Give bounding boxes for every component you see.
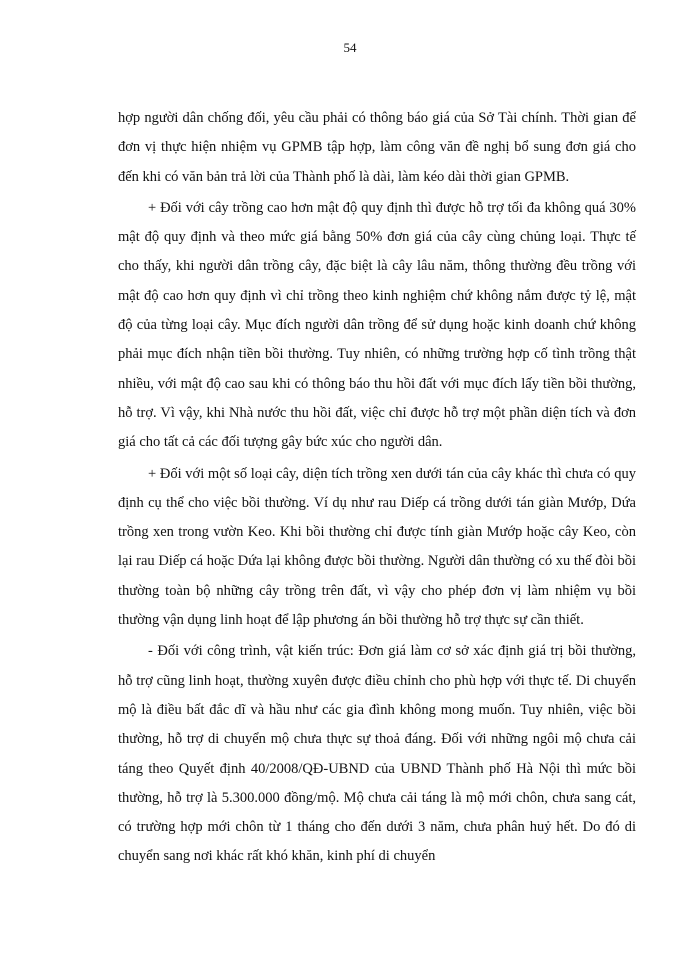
paragraph-4: - Đối với công trình, vật kiến trúc: Đơn giá làm cơ sở xác định giá trị bồi thường, hỗ trợ cũng linh hoạt, thường xuyên được điều chỉnh cho phù hợp với thực tế. Di chuyển mộ là điều bất đắc dĩ và hầu như các gia đình không mong muốn. Tuy nhiên, việc bồi thường, hỗ trợ di chuyển mộ chưa thực sự thoả đáng. Đối với những ngôi mộ chưa cải táng theo Quyết định 40/2008/QĐ-UBND của UBND Thành phố Hà Nội thì mức bồi thường, hỗ trợ là 5.300.000 đồng/mộ. Mộ chưa cải táng là mộ mới chôn, chưa sang cát, có trường hợp mới chôn từ 1 tháng cho đến dưới 3 năm, chưa phân huỷ hết. Do đó di chuyển sang nơi khác rất khó khăn, kinh phí di chuyển (118, 643, 636, 865)
paragraph-3: + Đối với một số loại cây, diện tích trồng xen dưới tán của cây khác thì chưa có quy định cụ thể cho việc bồi thường. Ví dụ như rau Diếp cá trồng dưới tán giàn Mướp, Dứa trồng xen trong vườn Keo. Khi bồi thường chỉ được tính giàn Mướp hoặc cây Keo, còn lại rau Diếp cá hoặc Dứa lại không được bồi thường. Người dân thường có xu thế đòi bồi thường toàn bộ những cây trồng trên đất, vì vậy cho phép đơn vị làm nhiệm vụ bồi thường vận dụng linh hoạt để lập phương án bồi thường hỗ trợ thực sự cần thiết. (118, 465, 636, 629)
document-body (118, 104, 636, 872)
paragraph-2: + Đối với cây trồng cao hơn mật độ quy định thì được hỗ trợ tối đa không quá 30% mật độ quy định và theo mức giá bằng 50% đơn giá của cây cùng chủng loại. Thực tế cho thấy, khi người dân trồng cây, đặc biệt là cây lâu năm, thông thường đều trồng với mật độ cao hơn quy định vì chỉ trồng theo kinh nghiệm chứ không nắm được tỷ lệ, mật độ của từng loại cây. Mục đích người dân trồng để sử dụng hoặc kinh doanh chứ không phải mục đích nhận tiền bồi thường. Tuy nhiên, có những trường hợp cố tình trồng thật nhiều, với mật độ cao sau khi có thông báo thu hồi đất với mục đích lấy tiền bồi thường, hỗ trợ. Vì vậy, khi Nhà nước thu hồi đất, việc chỉ được hỗ trợ một phần diện tích và đơn giá cho tất cả các đối tượng gây bức xúc cho người dân. (118, 199, 636, 451)
page-number: 54 (343, 40, 357, 55)
paragraph-1: hợp người dân chống đối, yêu cầu phải có thông báo giá của Sở Tài chính. Thời gian để đơn vị thực hiện nhiệm vụ GPMB tập hợp, làm công văn đề nghị bổ sung đơn giá cho đến khi có văn bản trả lời của Thành phố là dài, làm kéo dài thời gian GPMB. (118, 110, 636, 185)
